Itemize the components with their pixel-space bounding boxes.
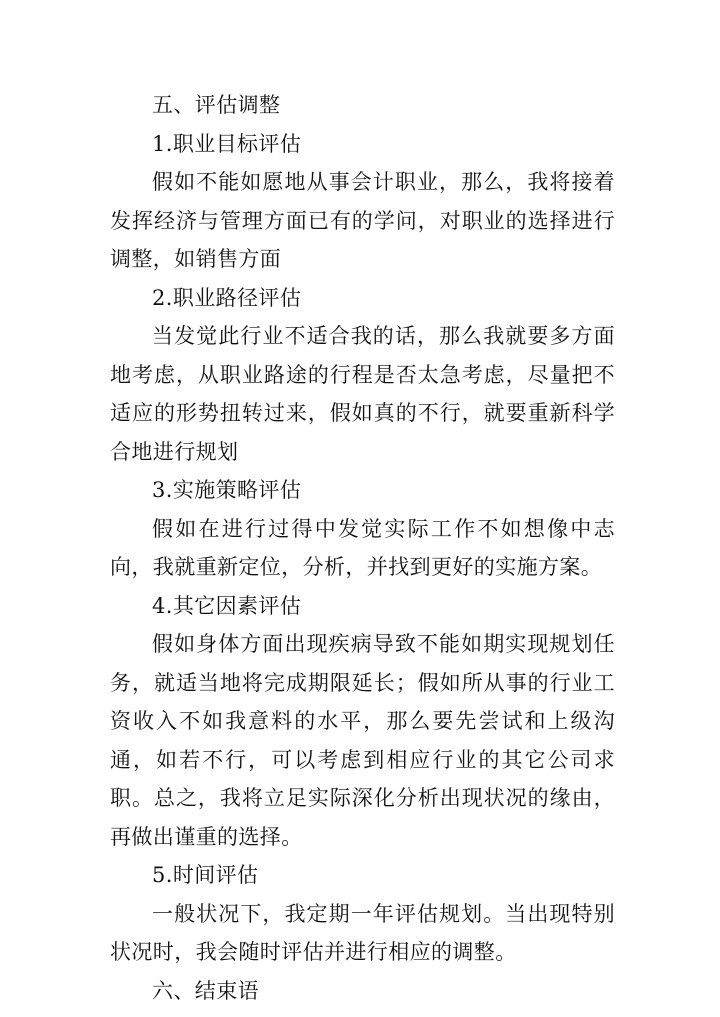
subheading-implementation: 3.实施策略评估 [152,478,302,502]
subheading-career-goal: 1.职业目标评估 [152,131,302,156]
section-heading-conclusion: 六、结束语 [152,978,259,1003]
paragraph-other-factors: 假如身体方面出现疾病导致不能如期实现规划任务，就适当地将完成期限延长；假如所从事的行业工资收入不如我意料的水平，那么要先尝试和上级沟通，如若不行，可以考虑到相应行业的其它公司求职。总之，我将立足实际深化分析出现状况的缘由，再做出谨重的选择。 [110,632,615,849]
document-body [110,86,615,1010]
subheading-career-path: 2.职业路径评估 [152,285,302,310]
paragraph-implementation: 假如在进行过得中发觉实际工作不如想像中志向，我就重新定位，分析，并找到更好的实施方案。 [110,516,615,579]
paragraph-career-goal: 假如不能如愿地从事会计职业，那么，我将接着发挥经济与管理方面已有的学问，对职业的选择进行调整，如销售方面 [110,170,615,271]
section-heading-evaluation: 五、评估调整 [152,93,281,117]
subheading-other-factors: 4.其它因素评估 [152,593,302,618]
subheading-time: 5.时间评估 [152,863,259,887]
paragraph-time: 一般状况下，我定期一年评估规划。当出现特别状况时，我会随时评估并进行相应的调整。 [110,901,615,964]
paragraph-career-path: 当发觉此行业不适合我的话，那么我就要多方面地考虑，从职业路途的行程是否太急考虑，尽量把不适应的形势扭转过来，假如真的不行，就要重新科学合地进行规划 [110,324,615,464]
